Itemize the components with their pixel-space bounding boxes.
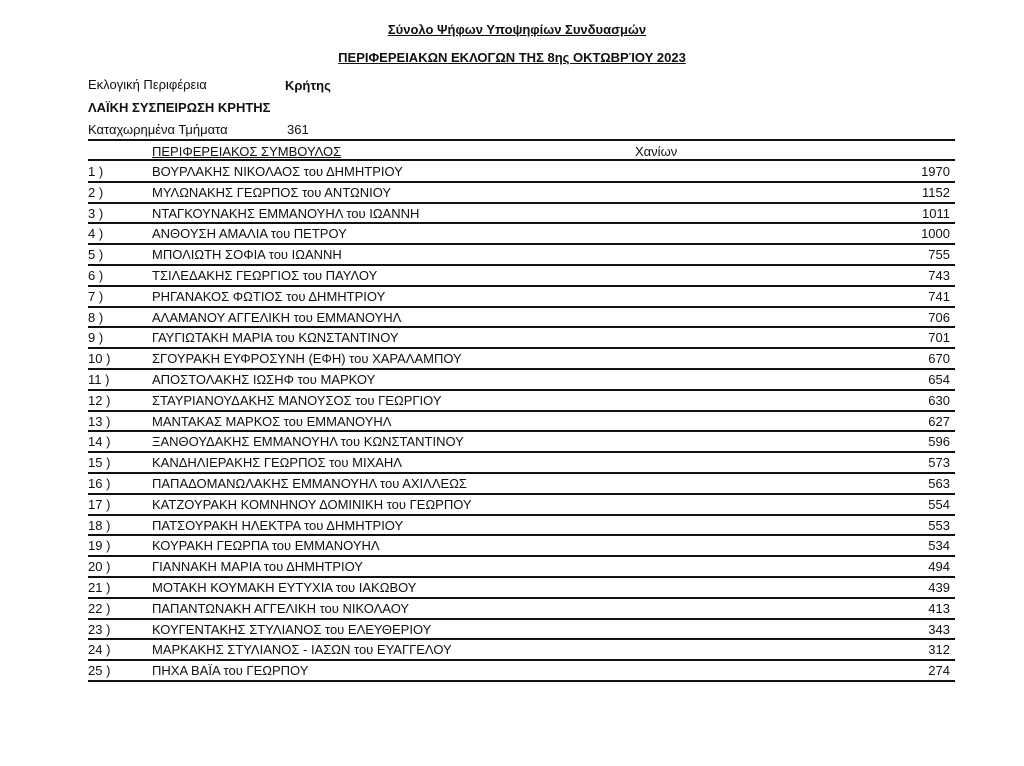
table-row [88,245,955,266]
table-row [88,474,955,495]
row-number: 14 ) [88,434,111,450]
row-number: 2 ) [88,184,104,200]
candidate-name: ΒΟΥΡΛΑΚΗΣ ΝΙΚΟΛΑΟΣ του ΔΗΜΗΤΡΙΟΥ [152,164,403,179]
table-row [88,432,955,453]
candidate-name: ΠΑΠΑΝΤΩΝΑΚΗ ΑΓΓΕΛΙΚΗ του ΝΙΚΟΛΑΟΥ [152,600,410,616]
row-number: 1 ) [88,164,104,179]
row-number: 7 ) [88,288,104,304]
table-row [88,224,955,245]
vote-count: 743 [928,267,950,283]
vote-count: 274 [928,663,950,679]
header-bottom-rule [88,159,955,161]
candidate-name: ΠΑΠΑΔΟΜΑΝΩΛΑΚΗΣ ΕΜΜΑΝΟΥΗΛ του ΑΧΙΛΛΕΩΣ [152,475,467,491]
row-number: 6 ) [88,267,104,283]
vote-count: 553 [928,517,950,533]
document-subtitle: ΠΕΡΙΦΕΡΕΙΑΚΩΝ ΕΚΛΟΓΩΝ ΤΗΣ 8ης ΟΚΤΩΒΡΊΟΥ 2023 [338,50,686,65]
row-number: 3 ) [88,205,104,221]
vote-count: 706 [928,309,950,325]
region-label: Εκλογική Περιφέρεια [88,77,207,92]
row-number: 8 ) [88,309,104,325]
sections-value: 361 [287,122,309,137]
vote-count: 741 [928,288,950,304]
row-number: 24 ) [88,642,111,658]
candidate-name: ΓΙΑΝΝΑΚΗ ΜΑΡΙΑ του ΔΗΜΗΤΡΙΟΥ [152,559,363,575]
sections-label: Καταχωρημένα Τμήματα [88,122,228,137]
row-number: 5 ) [88,247,104,263]
candidate-name: ΑΛΑΜΑΝΟΥ ΑΓΓΕΛΙΚΗ του ΕΜΜΑΝΟΥΗΛ [152,309,402,325]
row-number: 10 ) [88,351,111,367]
table-row [88,620,955,641]
table-row [88,349,955,370]
table-row [88,661,955,682]
candidate-name: ΜΠΟΛΙΩΤΗ ΣΟΦΙΑ του ΙΩΑΝΝΗ [152,247,342,263]
row-number: 16 ) [88,475,111,491]
table-row [88,391,955,412]
table-row [88,640,955,661]
candidate-name: ΝΤΑΓΚΟΥΝΑΚΗΣ ΕΜΜΑΝΟΥΗΛ του ΙΩΑΝΝΗ [152,205,420,221]
table-row [88,204,955,225]
row-number: 4 ) [88,226,104,242]
vote-count: 554 [928,496,950,512]
table-row [88,266,955,287]
column-header-candidate: ΠΕΡΙΦΕΡΕΙΑΚΟΣ ΣΥΜΒΟΥΛΟΣ [152,144,342,159]
table-row [88,370,955,391]
candidate-name: ΞΑΝΘΟΥΔΑΚΗΣ ΕΜΜΑΝΟΥΗΛ του ΚΩΝΣΤΑΝΤΙΝΟΥ [152,434,464,450]
vote-count: 1000 [921,226,950,242]
vote-count: 627 [928,413,950,429]
vote-count: 1011 [922,205,950,221]
row-number: 21 ) [88,579,111,595]
region-value: Κρήτης [285,78,331,93]
table-row [88,287,955,308]
row-number: 13 ) [88,413,111,429]
table-row [88,453,955,474]
candidate-name: ΚΟΥΡΑΚΗ ΓΕΩΡΠΑ του ΕΜΜΑΝΟΥΗΛ [152,538,380,554]
column-header-votes: Χανίων [635,144,678,159]
party-name: ΛΑΪΚΗ ΣΥΣΠΕΙΡΩΣΗ ΚΡΗΤΗΣ [88,100,271,115]
vote-count: 630 [928,392,950,408]
table-row [88,578,955,599]
row-number: 23 ) [88,621,111,637]
row-number: 15 ) [88,455,111,471]
document-title: Σύνολο Ψήφων Υποψηφίων Συνδυασμών [387,22,647,37]
candidate-name: ΑΝΘΟΥΣΗ ΑΜΑΛΙΑ του ΠΕΤΡΟΥ [152,226,347,242]
table-row [88,308,955,329]
row-number: 20 ) [88,559,111,575]
vote-count: 573 [928,455,950,471]
candidate-name: ΜΑΡΚΑΚΗΣ ΣΤΥΛΙΑΝΟΣ - ΙΑΣΩΝ του ΕΥΑΓΓΕΛΟΥ [152,642,452,658]
row-number: 18 ) [88,517,111,533]
vote-count: 563 [928,475,950,491]
candidate-name: ΣΓΟΥΡΑΚΗ ΕΥΦΡΟΣΥΝΗ (ΕΦΗ) του ΧΑΡΑΛΑΜΠΟΥ [152,351,462,367]
vote-count: 596 [928,434,950,450]
candidate-name: ΑΠΟΣΤΟΛΑΚΗΣ ΙΩΣΗΦ του ΜΑΡΚΟΥ [152,371,376,387]
row-number: 22 ) [88,600,111,616]
candidate-name: ΡΗΓΑΝΑΚΟΣ ΦΩΤΙΟΣ του ΔΗΜΗΤΡΙΟΥ [152,288,386,304]
table-row [88,557,955,578]
vote-count: 1152 [922,184,950,200]
vote-count: 654 [928,371,950,387]
vote-count: 494 [928,559,950,575]
vote-count: 670 [928,351,950,367]
candidate-name: ΚΑΝΔΗΛΙΕΡΑΚΗΣ ΓΕΩΡΠΟΣ του ΜΙΧΑΗΛ [152,455,402,471]
row-number: 17 ) [88,496,111,512]
table-row [88,495,955,516]
vote-count: 701 [928,330,950,346]
candidate-name: ΜΥΛΩΝΑΚΗΣ ΓΕΩΡΠΟΣ του ΑΝΤΩΝΙΟΥ [152,184,392,200]
candidates-table [88,162,955,682]
table-row [88,328,955,349]
vote-count: 1970 [921,164,950,179]
candidate-name: ΤΣΙΛΕΔΑΚΗΣ ΓΕΩΡΓΙΟΣ του ΠΑΥΛΟΥ [152,267,378,283]
vote-count: 312 [928,642,950,658]
row-number: 12 ) [88,392,111,408]
row-number: 9 ) [88,330,104,346]
candidate-name: ΠΗΧΑ ΒΑΪΑ του ΓΕΩΡΠΟΥ [152,663,309,679]
table-row [88,599,955,620]
header-top-rule [88,139,955,141]
row-number: 25 ) [88,663,111,679]
candidate-name: ΓΑΥΓΙΩΤΑΚΗ ΜΑΡΙΑ του ΚΩΝΣΤΑΝΤΙΝΟΥ [152,330,399,346]
row-number: 19 ) [88,538,111,554]
candidate-name: ΜΑΝΤΑΚΑΣ ΜΑΡΚΟΣ του ΕΜΜΑΝΟΥΗΛ [152,413,392,429]
candidate-name: ΠΑΤΣΟΥΡΑΚΗ ΗΛΕΚΤΡΑ του ΔΗΜΗΤΡΙΟΥ [152,517,404,533]
candidate-name: ΚΑΤΖΟΥΡΑΚΗ ΚΟΜΝΗΝΟΥ ΔΟΜΙΝΙΚΗ του ΓΕΩΡΠΟΥ [152,496,472,512]
vote-count: 413 [928,600,950,616]
table-row [88,536,955,557]
vote-count: 534 [928,538,950,554]
table-row [88,412,955,433]
candidate-name: ΚΟΥΓΕΝΤΑΚΗΣ ΣΤΥΛΙΑΝΟΣ του ΕΛΕΥΘΕΡΙΟΥ [152,621,432,637]
vote-count: 755 [928,247,950,263]
vote-count: 439 [928,579,950,595]
row-number: 11 ) [88,371,110,387]
vote-count: 343 [928,621,950,637]
candidate-name: ΜΟΤΑΚΗ ΚΟΥΜΑΚΗ ΕΥΤΥΧΙΑ του ΙΑΚΩΒΟΥ [152,579,417,595]
table-row [88,162,955,183]
table-row [88,516,955,537]
candidate-name: ΣΤΑΥΡΙΑΝΟΥΔΑΚΗΣ ΜΑΝΟΥΣΟΣ του ΓΕΩΡΓΙΟΥ [152,392,442,408]
table-row [88,183,955,204]
